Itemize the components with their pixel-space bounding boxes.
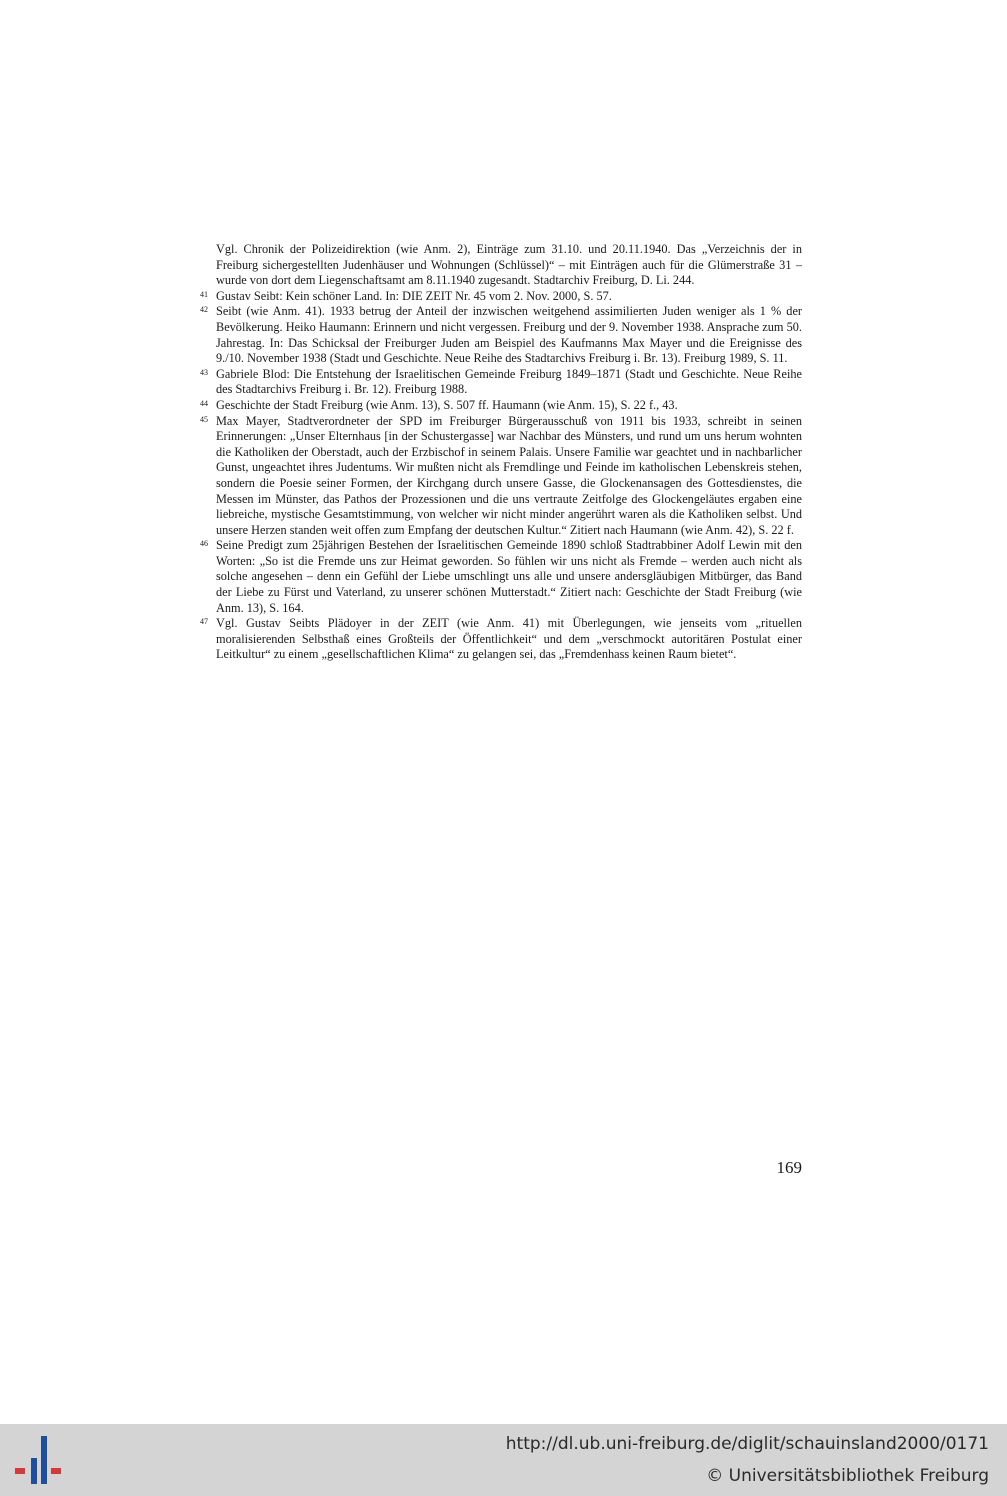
footnote-45	[200, 414, 802, 539]
footnote-43	[200, 367, 802, 398]
footnote-42	[200, 304, 802, 366]
footnotes	[200, 242, 802, 663]
footnote-number: 42	[200, 305, 208, 315]
footnote-47	[200, 616, 802, 663]
footnote-number: 41	[200, 289, 208, 299]
footnote-text: Gustav Seibt: Kein schöner Land. In: DIE ZEIT Nr. 45 vom 2. Nov. 2000, S. 57.	[216, 288, 612, 303]
source-url-link[interactable]: http://dl.ub.uni-freiburg.de/diglit/schauinsland2000/0171	[505, 1434, 989, 1454]
footnote-number: 44	[200, 398, 208, 408]
page-number: 169	[776, 1158, 802, 1177]
footnote-text: Geschichte der Stadt Freiburg (wie Anm. 13), S. 507 ff. Haumann (wie Anm. 15), S. 22 f., 43.	[216, 397, 678, 412]
footnote-44	[200, 398, 802, 414]
footnote-continuation	[200, 242, 802, 289]
footnote-41	[200, 289, 802, 305]
footnote-text: Gabriele Blod: Die Entstehung der Israelitischen Gemeinde Freiburg 1849–1871 (Stadt und Geschichte. Neue Reihe des Stadtarchivs Freiburg i. Br. 12). Freiburg 1988.	[216, 366, 802, 397]
footer-bar	[0, 1424, 1007, 1496]
ub-freiburg-logo-icon	[12, 1434, 64, 1486]
footnote-number: 43	[200, 367, 208, 377]
footnote-text: Max Mayer, Stadtverordneter der SPD im Freiburger Bürgerausschuß von 1911 bis 1933, schreibt in seinen Erinnerungen: „Unser Elternhaus [in der Schustergasse] war Nachbar des Münsters, und rund um uns herum wohnten die Katholiken der Oberstadt, auch der Erzbischof in seinem Palais. Unsere Familie war geachtet und in nachbarlicher Gunst, ungeachtet ihres Judentums. Wir mußten nicht als Fremdlinge und Feinde im katholischen Lebenskreis stehen, sondern die Poesie seiner Formen, der Kirchgang durch unsere Gasse, die Glockenansagen des Gottesdienstes, die Messen im Münster, das Pathos der Prozessionen und die uns vertraute Zeitfolge des Glockengeläutes ergaben eine liebreiche, mystische Gesamtstimmung, von welcher wir nicht minder angerührt waren als die Katholiken selbst. Und unsere Herzen standen weit offen zum Empfang der deutschen Kultur.“ Zitiert nach Haumann (wie Anm. 42), S. 22 f.	[216, 413, 802, 537]
copyright-text: © Universitätsbibliothek Freiburg	[706, 1466, 989, 1486]
footnote-text: Vgl. Chronik der Polizeidirektion (wie Anm. 2), Einträge zum 31.10. und 20.11.1940. Das „Verzeichnis der in Freiburg sichergestellten Judenhäuser und Wohnungen (Schlüssel)“ – mit Einträgen auch für die Glümerstraße 31 – wurde von dort dem Liegenschaftsamt am 8.11.1940 zugesandt. Stadtarchiv Freiburg, D. Li. 244.	[216, 242, 802, 288]
footnote-number: 45	[200, 414, 208, 424]
footnote-number: 47	[200, 617, 208, 627]
footnote-number: 46	[200, 539, 208, 549]
footnote-46	[200, 538, 802, 616]
footnote-text: Seibt (wie Anm. 41). 1933 betrug der Anteil der inzwischen weitgehend assimilierten Juden weniger als 1 % der Bevölkerung. Heiko Haumann: Erinnern und nicht vergessen. Freiburg und der 9. November 1938. Ansprache zum 50. Jahrestag. In: Das Schicksal der Freiburger Juden am Beispiel des Kaufmanns Max Mayer und die Ereignisse des 9./10. November 1938 (Stadt und Geschichte. Neue Reihe des Stadtarchivs Freiburg i. Br. 13). Freiburg 1989, S. 11.	[216, 304, 802, 366]
footnote-text: Seine Predigt zum 25jährigen Bestehen der Israelitischen Gemeinde 1890 schloß Stadtrabbiner Adolf Lewin mit den Worten: „So ist die Fremde uns zur Heimat geworden. So fühlen wir uns nicht als Fremde – werden auch nicht als solche angesehen – denn ein Gefühl der Liebe umschlingt uns alle und unsere andersgläubigen Mitbürger, das Band der Liebe zu Fürst und Vaterland, zu unserer schönen Mutterstadt.“ Zitiert nach: Geschichte der Stadt Freiburg (wie Anm. 13), S. 164.	[216, 538, 802, 615]
footnote-text: Vgl. Gustav Seibts Plädoyer in der ZEIT (wie Anm. 41) mit Überlegungen, wie jenseits vom „rituellen moralisierenden Selbsthaß eines Großteils der Öffentlichkeit“ und dem „verschmockt autoritären Postulat einer Leitkultur“ zu einem „gesellschaftlichen Klima“ zu gelangen sei, das „Fremdenhass keinen Raum bietet“.	[216, 616, 802, 662]
